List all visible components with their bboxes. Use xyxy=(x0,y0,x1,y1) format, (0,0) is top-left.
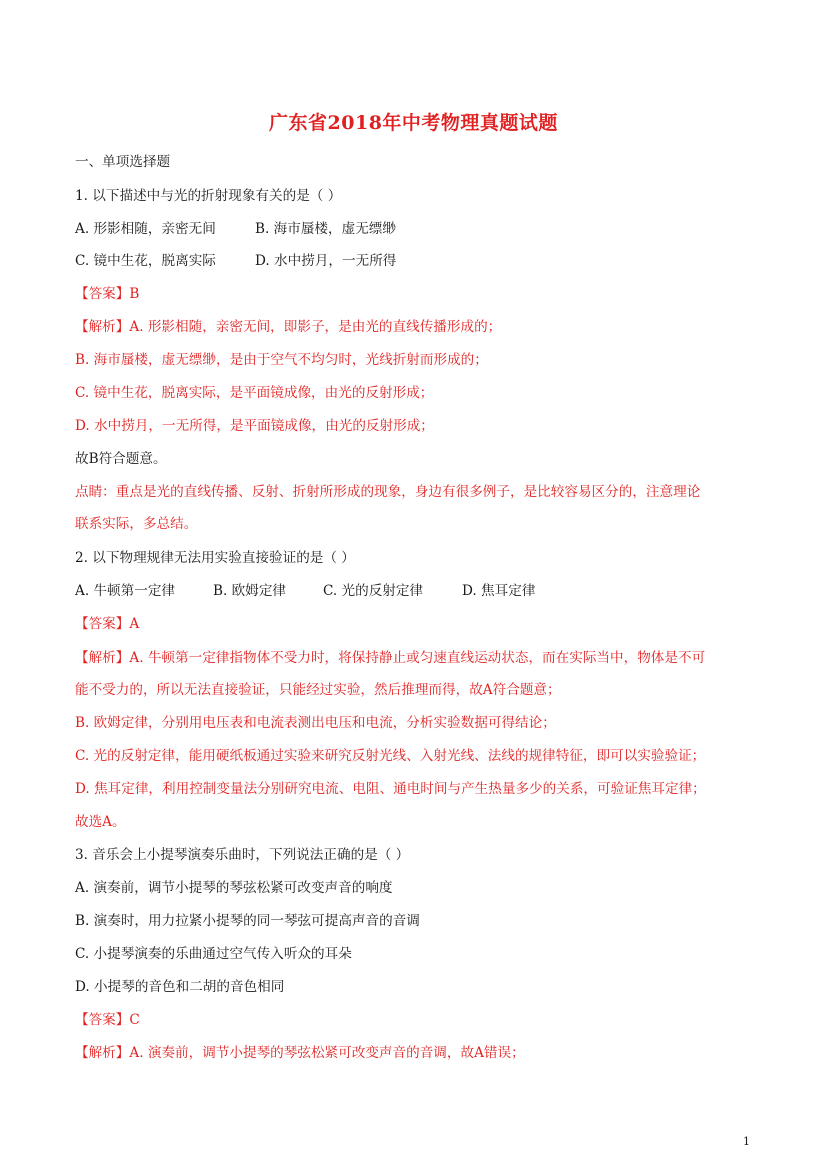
question-2-analysis-line: D. 焦耳定律，利用控制变量法分别研究电流、电阻、通电时间与产生热量多少的关系，可验证焦耳定律； xyxy=(75,781,706,797)
question-2-analysis-line: 【解析】A. 牛顿第一定律指物体不受力时，将保持静止或匀速直线运动状态，而在实际当中，物体是不可 xyxy=(75,650,706,666)
question-3-option-a: A. 演奏前，调节小提琴的琴弦松紧可改变声音的响度 xyxy=(75,880,393,896)
question-2-options-row xyxy=(75,581,535,601)
question-1-option-c: C. 镜中生花，脱离实际 xyxy=(75,253,216,269)
question-3-analysis-line: 【解析】A. 演奏前，调节小提琴的琴弦松紧可改变声音的音调，故A错误； xyxy=(75,1045,525,1061)
question-1-option-b: B. 海市蜃楼，虚无缥缈 xyxy=(255,221,396,237)
question-1-conclusion: 故B符合题意。 xyxy=(75,451,167,467)
question-1-analysis-line: C. 镜中生花，脱离实际，是平面镜成像，由光的反射形成； xyxy=(75,385,434,401)
question-1-analysis-line: B. 海市蜃楼，虚无缥缈，是由于空气不均匀时，光线折射而形成的； xyxy=(75,352,488,368)
question-1-analysis-line: D. 水中捞月，一无所得，是平面镜成像，由光的反射形成； xyxy=(75,418,434,434)
question-2-stem: 2. 以下物理规律无法用实验直接验证的是（ ） xyxy=(75,550,355,566)
question-3-stem: 3. 音乐会上小提琴演奏乐曲时，下列说法正确的是（ ） xyxy=(75,847,410,863)
question-2-option-a: A. 牛顿第一定律 xyxy=(75,583,176,599)
question-1-options-row-1 xyxy=(75,219,396,239)
question-2-option-c: C. 光的反射定律 xyxy=(323,583,424,599)
question-3-answer: 【答案】C xyxy=(75,1012,140,1028)
question-1-note-line: 点睛：重点是光的直线传播、反射、折射所形成的现象，身边有很多例子，是比较容易区分的，注意理论 xyxy=(75,484,701,500)
question-2-option-b: B. 欧姆定律 xyxy=(213,583,287,599)
page-title: 广东省2018年中考物理真题试题 xyxy=(269,112,558,134)
question-3-option-d: D. 小提琴的音色和二胡的音色相同 xyxy=(75,979,285,995)
question-3-option-c: C. 小提琴演奏的乐曲通过空气传入听众的耳朵 xyxy=(75,946,352,962)
question-1-option-a: A. 形影相随，亲密无间 xyxy=(75,221,216,237)
question-1-option-d: D. 水中捞月，一无所得 xyxy=(255,253,397,269)
question-1-note-line: 联系实际，多总结。 xyxy=(75,516,198,532)
question-1-answer: 【答案】B xyxy=(75,286,140,302)
question-3-option-b: B. 演奏时，用力拉紧小提琴的同一琴弦可提高声音的音调 xyxy=(75,913,420,929)
page-number: 1 xyxy=(743,1135,750,1148)
question-1-options-row-2 xyxy=(75,251,396,271)
section-heading: 一、单项选择题 xyxy=(75,154,171,170)
question-2-analysis-line: C. 光的反射定律，能用硬纸板通过实验来研究反射光线、入射光线、法线的规律特征，即可以实验验证； xyxy=(75,748,706,764)
question-2-option-d: D. 焦耳定律 xyxy=(462,583,536,599)
question-1-analysis-line: 【解析】A. 形影相随，亲密无间，即影子，是由光的直线传播形成的； xyxy=(75,319,502,335)
question-2-analysis-line: 能不受力的，所以无法直接验证，只能经过实验，然后推理而得，故A符合题意； xyxy=(75,682,561,698)
question-2-answer: 【答案】A xyxy=(75,616,140,632)
question-1-stem: 1. 以下描述中与光的折射现象有关的是（ ） xyxy=(75,188,342,204)
question-2-conclusion: 故选A。 xyxy=(75,814,126,830)
question-2-analysis-line: B. 欧姆定律，分别用电压表和电流表测出电压和电流，分析实验数据可得结论； xyxy=(75,715,556,731)
